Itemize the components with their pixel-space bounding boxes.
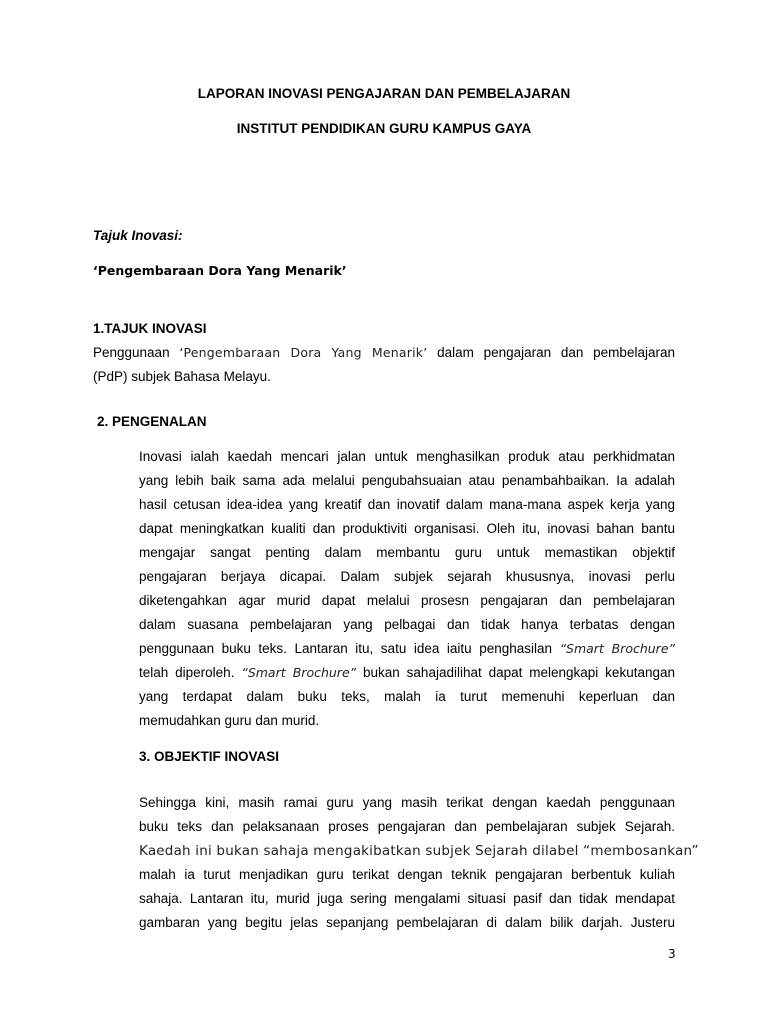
section1-line1	[93, 341, 675, 365]
section2-heading: 2. PENGENALAN	[97, 414, 207, 429]
section3-line: sahaja. Lantaran itu, murid juga sering mengalami situasi pasif dan tidak mendapat	[139, 891, 675, 906]
tajuk-label: Tajuk Inovasi:	[93, 228, 183, 243]
smart-brochure-term: “Smart Brochure”	[241, 665, 357, 680]
report-title: LAPORAN INOVASI PENGAJARAN DAN PEMBELAJARAN	[197, 86, 571, 101]
section2-line: pengajaran berjaya dicapai. Dalam subjek sejarah khususnya, inovasi perlu	[139, 569, 675, 584]
section2-line: yang lebih baik sama ada melalui pengubahsuaian atau penambahbaikan. Ia adalah	[139, 473, 675, 488]
section3-line: Sehingga kini, masih ramai guru yang masih terikat dengan kaedah penggunaan	[139, 795, 675, 810]
section2-line10-c: bukan sahajadilihat dapat melengkapi kekutangan	[363, 665, 675, 680]
section2-line: mengajar sangat penting dalam membantu guru untuk memastikan objektif	[139, 545, 675, 560]
institute-title: INSTITUT PENDIDIKAN GURU KAMPUS GAYA	[236, 121, 532, 136]
section3-line: gambaran yang begitu jelas sepanjang pembelajaran di dalam bilik darjah. Justeru	[139, 915, 675, 930]
section3-heading: 3. OBJEKTIF INOVASI	[139, 749, 280, 764]
section2-line	[139, 637, 675, 661]
section1-line1-a: Penggunaan	[93, 345, 170, 360]
section2-line: yang terdapat dalam buku teks, malah ia turut memenuhi keperluan dan	[139, 689, 675, 704]
section1-line1-c: dalam pengajaran dan pembelajaran	[437, 345, 675, 360]
section2-line: dapat meningkatkan kualiti dan produktiviti organisasi. Oleh itu, inovasi bahan bantu	[139, 521, 675, 536]
section2-line: memudahkan guru dan murid.	[139, 713, 320, 728]
smart-brochure-term: “Smart Brochure”	[559, 641, 675, 656]
section2-line10-a: telah diperoleh.	[139, 665, 235, 680]
section2-line: dalam suasana pembelajaran yang pelbagai dan tidak hanya terbatas dengan	[139, 617, 675, 632]
page-number: 3	[668, 947, 676, 961]
section2-line9-a: penggunaan buku teks. Lantaran itu, satu idea iaitu penghasilan	[139, 641, 553, 656]
section2-line	[139, 661, 675, 685]
section2-line: diketengahkan agar murid dapat melalui prosesn pengajaran dan pembelajaran	[139, 593, 675, 608]
section2-line: hasil cetusan idea-idea yang kreatif dan inovatif dalam mana-mana aspek kerja yang	[139, 497, 675, 512]
section2-line: Inovasi ialah kaedah mencari jalan untuk menghasilkan produk atau perkhidmatan	[139, 449, 675, 464]
section3-line: malah ia turut menjadikan guru terikat dengan teknik pengajaran berbentuk kuliah	[139, 867, 675, 882]
section1-line1-title: ‘Pengembaraan Dora Yang Menarik’	[179, 345, 428, 360]
tajuk-value: ‘Pengembaraan Dora Yang Menarik’	[93, 263, 347, 278]
section3-line: buku teks dan pelaksanaan proses pengajaran dan pembelajaran subjek Sejarah.	[139, 819, 675, 834]
section1-heading: 1.TAJUK INOVASI	[93, 321, 207, 336]
section3-line: Kaedah ini bukan sahaja mengakibatkan subjek Sejarah dilabel “membosankan”	[139, 843, 699, 859]
section1-line2: (PdP) subjek Bahasa Melayu.	[93, 369, 271, 384]
